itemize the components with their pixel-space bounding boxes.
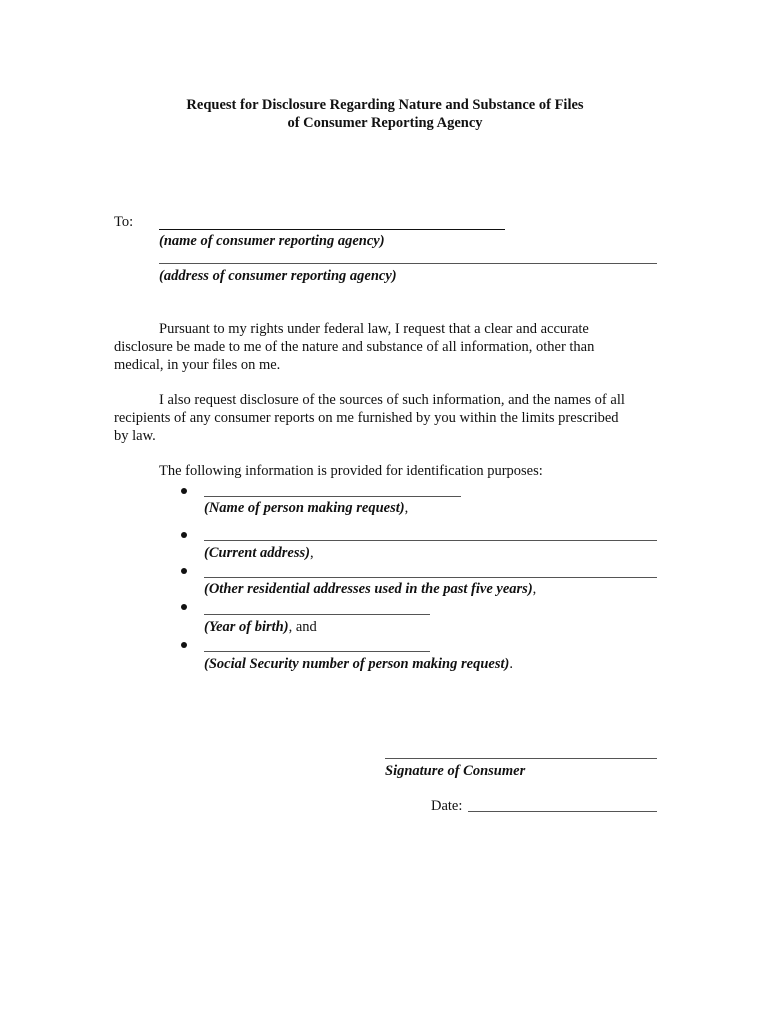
current-address-caption: (Current address),	[204, 545, 314, 561]
paragraph-1-line-3: medical, in your files on me.	[114, 357, 281, 373]
bullet-icon	[181, 604, 187, 610]
other-addresses-line[interactable]	[204, 577, 657, 578]
paragraph-2-line-3: by law.	[114, 428, 156, 444]
bullet-icon	[181, 642, 187, 648]
paragraph-1-line-1: Pursuant to my rights under federal law, I request that a clear and accurate	[159, 321, 589, 337]
to-label: To:	[114, 214, 134, 230]
agency-name-line[interactable]	[159, 229, 505, 230]
requester-name-caption: (Name of person making request),	[204, 500, 409, 516]
year-of-birth-caption: (Year of birth), and	[204, 619, 317, 635]
bullet-icon	[181, 568, 187, 574]
year-of-birth-line[interactable]	[204, 614, 430, 615]
document-title-line-1: Request for Disclosure Regarding Nature and Substance of Files	[186, 97, 584, 113]
agency-address-line[interactable]	[159, 263, 657, 264]
agency-address-caption: (address of consumer reporting agency)	[159, 268, 397, 284]
paragraph-2-line-1: I also request disclosure of the sources of such information, and the names of all	[159, 392, 625, 408]
requester-name-line[interactable]	[204, 496, 461, 497]
bullet-icon	[181, 488, 187, 494]
paragraph-2-line-2: recipients of any consumer reports on me furnished by you within the limits prescribed	[114, 410, 619, 426]
agency-name-caption: (name of consumer reporting agency)	[159, 233, 385, 249]
document-title-line-2: of Consumer Reporting Agency	[287, 115, 483, 131]
bullet-icon	[181, 532, 187, 538]
paragraph-3: The following information is provided for identification purposes:	[159, 463, 543, 479]
signature-line[interactable]	[385, 758, 657, 759]
signature-caption: Signature of Consumer	[385, 763, 526, 779]
date-label: Date:	[431, 798, 463, 814]
ssn-caption: (Social Security number of person making request).	[204, 656, 513, 672]
ssn-line[interactable]	[204, 651, 430, 652]
current-address-line[interactable]	[204, 540, 657, 541]
other-addresses-caption: (Other residential addresses used in the past five years),	[204, 581, 537, 597]
paragraph-1-line-2: disclosure be made to me of the nature and substance of all information, other than	[114, 339, 595, 355]
date-line[interactable]	[468, 811, 657, 812]
